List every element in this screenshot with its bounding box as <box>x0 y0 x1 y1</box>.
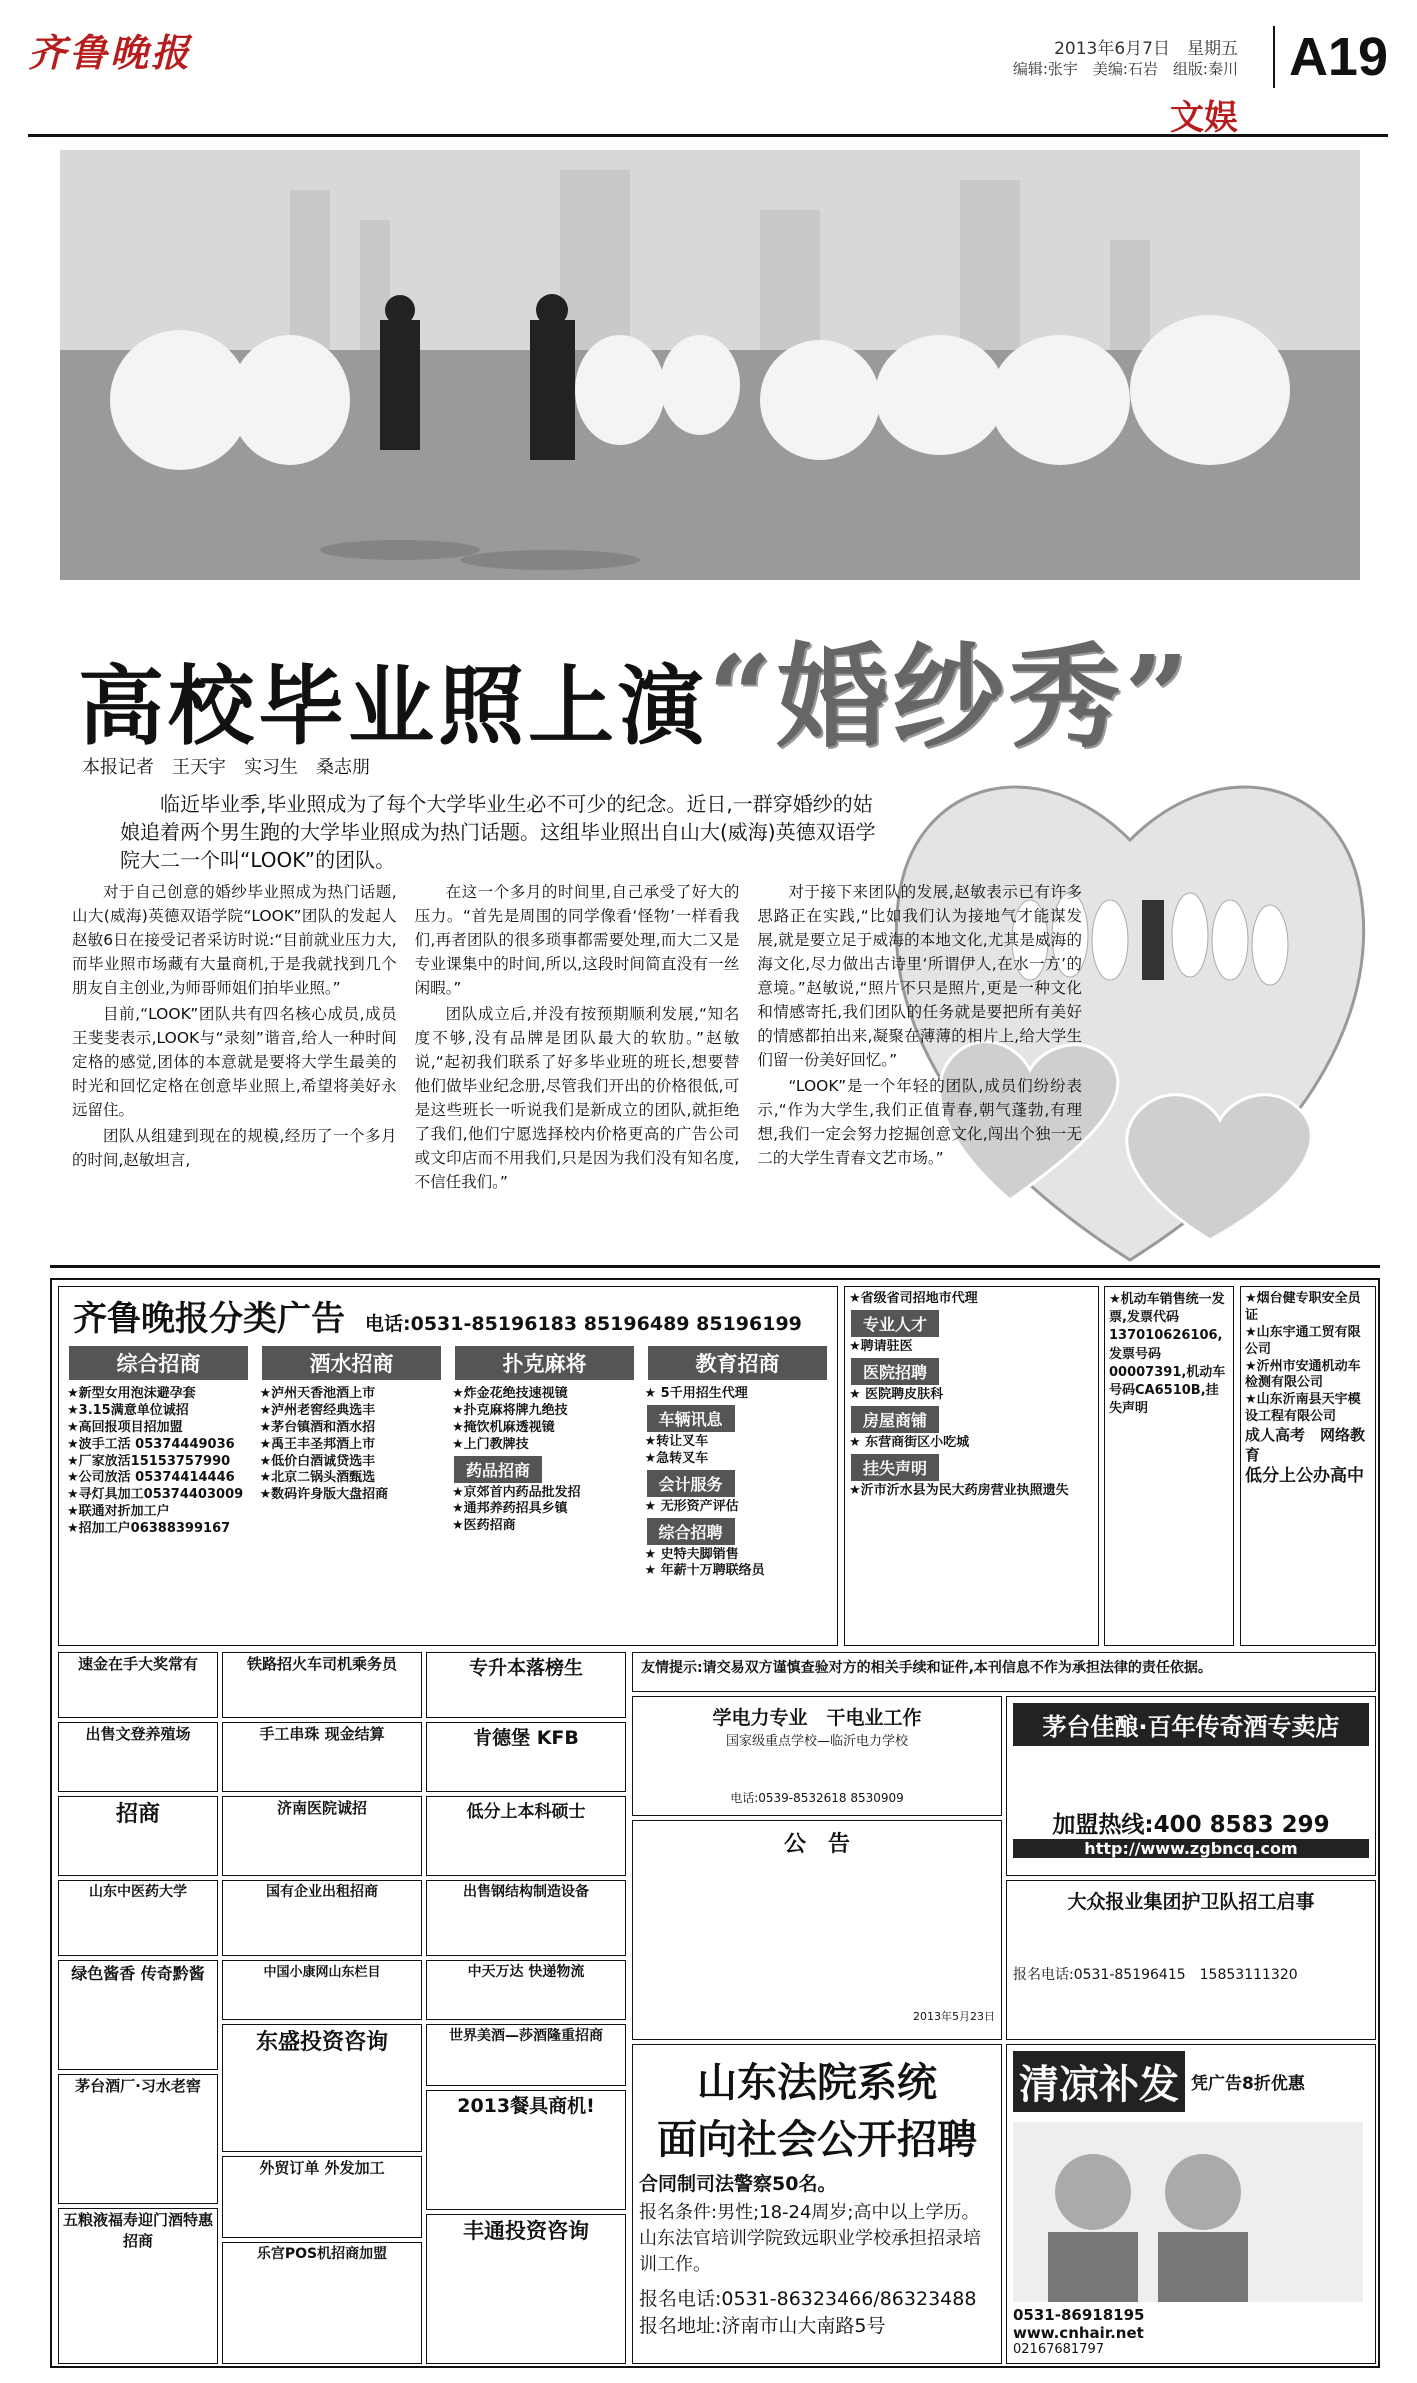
small-ad: 五粮液福寿迎门酒特惠招商 <box>58 2208 218 2364</box>
small-ad: 东盛投资咨询 <box>222 2024 422 2152</box>
issue-date: 2013年6月7日 星期五 <box>1054 39 1238 59</box>
list-item: ★泸州老窖经典选丰 <box>259 1402 376 1418</box>
small-ad: 丰通投资咨询 <box>426 2214 626 2364</box>
small-ad: 速金在手大奖常有 <box>58 1652 218 1718</box>
small-ad: 肯德堡 KFB <box>426 1722 626 1792</box>
list-item: ★ 年薪十万聘联络员 <box>644 1563 765 1579</box>
hair-ad-photo <box>1013 2122 1363 2302</box>
moutai-ad: 茅台佳酿·百年传奇酒专卖店 加盟热线:400 8583 299 http://www.zgbncq.com <box>1006 1696 1376 1876</box>
section-name: 文娱 <box>1170 98 1238 138</box>
list-item: ★数码许身版大盘招商 <box>259 1487 389 1503</box>
classified-phone: 电话:0531-85196183 85196489 85196199 <box>365 1313 802 1335</box>
list-item: ★京郊首内药品批发招 <box>452 1484 581 1500</box>
article-column-2 <box>415 880 740 1250</box>
list-item: ★ 医院聘皮肤科 <box>849 1386 944 1402</box>
paragraph: 对于自己创意的婚纱毕业照成为热门话题,山大(威海)英德双语学院“LOOK”团队的发起人赵敏6日在接受记者采访时说:“目前就业压力大,而毕业照市场藏有大量商机,于是我就找到几个朋友自主创业,为师哥师姐们拍毕业照。” <box>72 883 397 998</box>
byline: 本报记者 王天宇 实习生 桑志朋 <box>82 757 370 778</box>
list-item: ★上门教牌技 <box>452 1436 529 1452</box>
list-item: ★机动车销售统一发票,发票代码137010626106,发票号码00007391,机动车号码CA6510B,挂失声明 <box>1109 1292 1226 1417</box>
article-column-3 <box>757 880 1082 1250</box>
category-label: 车辆讯息 <box>647 1405 735 1432</box>
paragraph: 目前,“LOOK”团队共有四名核心成员,成员王斐斐表示,LOOK与“录刻”谐音,给人一种时间定格的感觉,团体的本意就是要将大学生最美的时光和回忆定格在创意毕业照上,希望将美好永远留住。 <box>72 1005 397 1120</box>
small-ad: 济南医院诚招 <box>222 1796 422 1876</box>
small-ad: 世界美酒—莎酒隆重招商 <box>426 2024 626 2086</box>
small-ad: 山东中医药大学 <box>58 1880 218 1956</box>
recruitment-ad: 大众报业集团护卫队招工启事 报名电话:0531-85196415 15853111320 <box>1006 1880 1376 2040</box>
list-item: ★厂家放活15153757990 <box>67 1453 231 1469</box>
classified-block <box>58 1286 838 1646</box>
paragraph: 对于接下来团队的发展,赵敏表示已有许多思路正在实践,“比如我们认为接地气才能谋发展,就是要立足于威海的本地文化,尤其是威海的海文化,尽力做出古诗里‘所谓伊人,在水一方’的意境。”赵敏说,“照片不只是照片,更是一种文化和情感寄托,我们团队的任务就是要把所有美好的情感都拍出来,凝聚在薄薄的相片上,给大学生们留一份美好回忆。” <box>757 883 1083 1070</box>
small-ad: 出售钢结构制造设备 <box>426 1880 626 1956</box>
list-item: ★省级省司招地市代理 <box>849 1291 978 1306</box>
list-item: ★聘请驻医 <box>849 1338 913 1354</box>
list-item: ★ 史特夫脚销售 <box>644 1546 739 1562</box>
category-label: 会计服务 <box>647 1470 735 1497</box>
newspaper-logo: 齐鲁晚报 <box>28 30 193 75</box>
small-ad: 绿色酱香 传奇黔酱 <box>58 1960 218 2070</box>
list-item: ★联通对折加工户 <box>67 1504 170 1520</box>
category-label: 教育招商 <box>648 1346 827 1380</box>
category-label: 房屋商铺 <box>851 1406 939 1433</box>
list-item: ★炸金花绝技速视镜 <box>452 1386 568 1401</box>
list-item: ★医药招商 <box>452 1518 516 1534</box>
paragraph: “LOOK”是一个年轻的团队,成员们纷纷表示,“作为大学生,我们正值青春,朝气蓬勃,有理想,我们一定会努力挖掘创意文化,闯出个独一无二的大学生青春文艺市场。” <box>757 1077 1083 1168</box>
small-ad: 专升本落榜生 <box>426 1652 626 1718</box>
list-item: ★山东宇通工贸有限公司 <box>1245 1324 1361 1357</box>
list-item: ★招加工户06388399167 <box>67 1521 231 1537</box>
ad-list-d <box>645 1386 830 1580</box>
small-ad: 中国小康网山东栏目 <box>222 1960 422 2020</box>
list-item: ★高回报项目招加盟 <box>67 1419 183 1435</box>
ad-column-f <box>1104 1286 1234 1646</box>
article-column-1 <box>72 880 397 1250</box>
list-item: ★山东沂南县天宇模设工程有限公司 <box>1245 1392 1361 1425</box>
small-ad: 外贸订单 外发加工 <box>222 2156 422 2238</box>
ad-column-e <box>844 1286 1099 1646</box>
list-item: ★转让叉车 <box>644 1433 709 1449</box>
ad-column-g <box>1240 1286 1376 1646</box>
list-item: ★禹王丰圣邦酒上市 <box>259 1436 376 1452</box>
small-ad: 铁路招火车司机乘务员 <box>222 1652 422 1718</box>
category-label: 医院招聘 <box>851 1358 939 1385</box>
list-item: ★新型女用泡沫避孕套 <box>67 1386 196 1401</box>
small-ad: 招商 <box>58 1796 218 1876</box>
classified-title: 齐鲁晚报分类广告 <box>73 1299 345 1339</box>
masthead <box>28 22 1388 137</box>
article-body <box>72 880 1082 1250</box>
small-ad: 低分上本科硕士 <box>426 1796 626 1876</box>
court-recruitment-ad: 山东法院系统 面向社会公开招聘 合同制司法警察50名。 报名条件:男性;18-24周岁;高中以上学历。山东法官培训学院致远职业学校承担招录培训工作。 报名电话:0531-86323466/86323488 报名地址:济南市山大南路5号 <box>632 2044 1002 2364</box>
list-item: ★通邦养药招具乡镇 <box>452 1501 568 1517</box>
list-item: ★3.15满意单位诚招 <box>67 1402 189 1418</box>
lead-paragraph: 临近毕业季,毕业照成为了每个大学毕业生必不可少的纪念。近日,一群穿婚纱的姑娘追着两个男生跑的大学毕业照成为热门话题。这组毕业照出自山大(威海)英德双语学院大二一个叫“LOOK”的团队。 <box>120 792 876 872</box>
paragraph: 团队成立后,并没有按预期顺利发展,“知名度不够,没有品牌是团队最大的软肋。”赵敏说,“起初我们联系了好多毕业班的班长,想要替他们做毕业纪念册,尽管我们开出的价格很低,可是这些班长一听说我们是新成立的团队,就拒绝了我们,他们宁愿选择校内价格更高的广告公司或文印店而不用我们,只是因为我们没有知名度,不信任我们。” <box>414 1005 740 1192</box>
section-divider <box>50 1265 1380 1268</box>
small-ad: 2013餐具商机! <box>426 2090 626 2210</box>
small-ad: 国有企业出租招商 <box>222 1880 422 1956</box>
list-item: ★低价白酒诚贷选丰 <box>259 1453 376 1469</box>
category-label: 专业人才 <box>851 1310 939 1337</box>
ad-list-a <box>67 1386 252 1580</box>
list-item: ★烟台健专职安全员证 <box>1245 1291 1361 1323</box>
notice-ad: 公 告 2013年5月23日 <box>632 1820 1002 2040</box>
list-item: ★茅台镇酒和酒水招 <box>259 1419 376 1435</box>
category-label: 综合招商 <box>69 1346 248 1380</box>
notice-bar: 友情提示:请交易双方谨慎查验对方的相关手续和证件,本刊信息不作为承担法律的责任依据。 <box>632 1652 1376 1692</box>
headline-quote: “婚纱秀” <box>708 632 1193 763</box>
ad-list-b <box>260 1386 445 1580</box>
small-ad: 中天万达 快递物流 <box>426 1960 626 2020</box>
list-item: ★北京二锅头酒甄选 <box>259 1470 376 1486</box>
category-label: 扑克麻将 <box>455 1346 634 1380</box>
category-label: 药品招商 <box>454 1456 542 1483</box>
editors-line: 编辑:张宇 美编:石岩 组版:秦川 <box>1012 60 1238 78</box>
classified-ads-area <box>50 1278 1380 2368</box>
hair-ad: 清凉补发 凭广告8折优惠 0531-86918195 www.cnhair.net 02167681797 <box>1006 2044 1376 2364</box>
list-item: ★扑克麻将牌九绝技 <box>452 1402 568 1418</box>
graduation-photo-image <box>60 150 1360 580</box>
category-label: 酒水招商 <box>262 1346 441 1380</box>
small-ad: 乐宫POS机招商加盟 <box>222 2242 422 2364</box>
headline-main: 高校毕业照上演 <box>78 656 708 757</box>
list-item: ★沂市沂水县为民大药房营业执照遗失 <box>849 1482 1069 1498</box>
small-ad: 出售文登养殖场 <box>58 1722 218 1792</box>
list-item: 成人高考 网络教育 <box>1245 1426 1366 1464</box>
category-label: 挂失声明 <box>851 1454 939 1481</box>
ad-list-c <box>452 1386 637 1580</box>
list-item: ★ 无形资产评估 <box>644 1498 739 1514</box>
list-item: ★寻灯具加工05374403009 <box>67 1487 244 1503</box>
list-item: ★急转叉车 <box>644 1450 709 1466</box>
list-item: ★泸州天香池酒上市 <box>259 1386 376 1401</box>
category-label: 综合招聘 <box>647 1518 735 1545</box>
small-ad: 手工串珠 现金结算 <box>222 1722 422 1792</box>
list-item: ★沂州市安通机动车检测有限公司 <box>1245 1358 1361 1391</box>
list-item: ★掩饮机麻透视镜 <box>452 1419 555 1435</box>
edu-ad: 学电力专业 干电业工作 国家级重点学校—临沂电力学校 电话:0539-8532618 8530909 <box>632 1696 1002 1816</box>
list-item: ★ 东营商街区小吃城 <box>849 1434 970 1450</box>
list-item: 低分上公办高中 <box>1245 1466 1364 1487</box>
list-item: ★公司放活 05374414446 <box>67 1470 235 1486</box>
list-item: ★ 5千用招生代理 <box>644 1386 748 1401</box>
list-item: ★波手工活 05374449036 <box>67 1436 235 1452</box>
paragraph: 在这一个多月的时间里,自己承受了好大的压力。“首先是周围的同学像看‘怪物’一样看我们,再者团队的很多琐事都需要处理,而大二又是专业课集中的时间,所以,这段时间简直没有一丝闲暇。” <box>414 883 740 998</box>
paragraph: 团队从组建到现在的规模,经历了一个多月的时间,赵敏坦言, <box>72 1127 397 1170</box>
small-ad: 茅台酒厂·习水老窖 <box>58 2074 218 2204</box>
graduation-photo <box>60 150 1360 580</box>
page-number: A19 <box>1273 26 1388 88</box>
